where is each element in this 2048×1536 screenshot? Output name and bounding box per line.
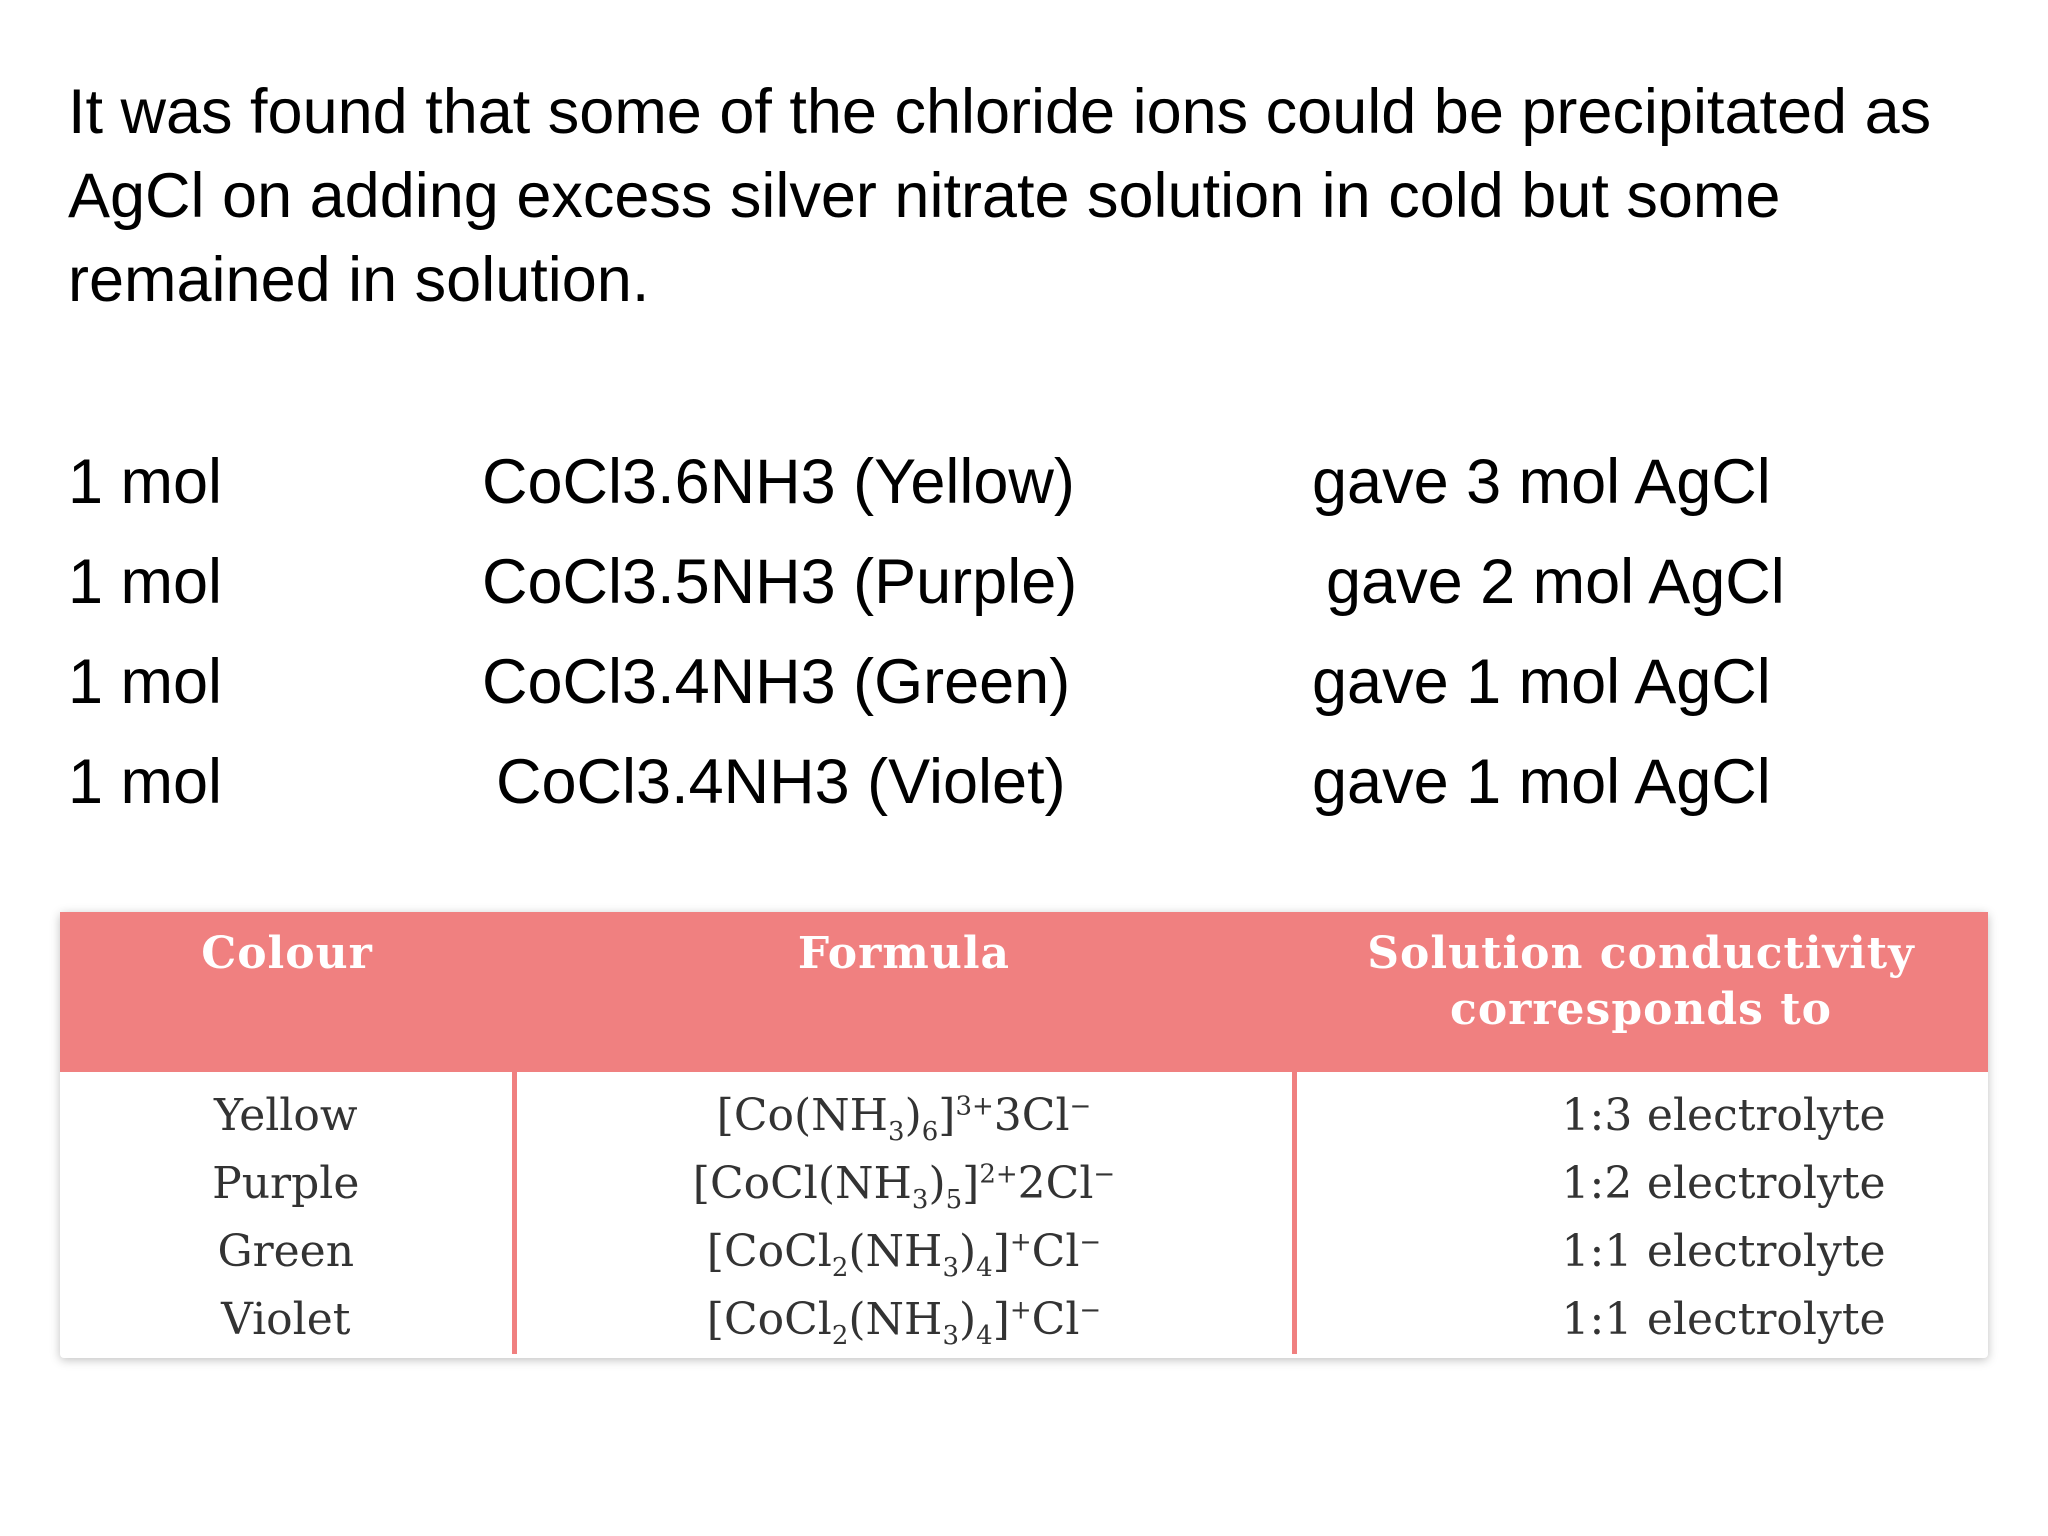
fact-row bbox=[68, 632, 1968, 732]
fact-result: gave 1 mol AgCl bbox=[1312, 747, 1771, 817]
table-row bbox=[60, 1072, 1988, 1150]
fact-compound: CoCl3.5NH3 (Purple) bbox=[482, 547, 1078, 617]
table-row bbox=[60, 1286, 1988, 1354]
fact-result: gave 2 mol AgCl bbox=[1326, 547, 1785, 617]
header-formula: Formula bbox=[514, 912, 1294, 1072]
header-conductivity: Solution conductivity corresponds to bbox=[1294, 912, 1988, 1072]
cell-conductivity bbox=[1294, 1286, 1988, 1354]
fact-amount: 1 mol bbox=[68, 447, 223, 517]
fact-row bbox=[68, 432, 1968, 532]
intro-paragraph: It was found that some of the chloride ions could be precipitated as AgCl on adding excess silver nitrate solution in cold but some remained in solution. bbox=[68, 77, 1932, 315]
cell-formula: $[CoCl_2(NH_3)_4]^+Cl^-$ bbox=[514, 1286, 1294, 1354]
fact-compound: CoCl3.6NH3 (Yellow) bbox=[482, 447, 1075, 517]
fact-compound: CoCl3.4NH3 (Violet) bbox=[496, 747, 1066, 817]
table-row bbox=[60, 1150, 1988, 1218]
fact-amount: 1 mol bbox=[68, 647, 223, 717]
cell-formula: $[CoCl(NH_3)_5]^{2+}2Cl^-$ bbox=[514, 1150, 1294, 1218]
fact-result: gave 3 mol AgCl bbox=[1312, 447, 1771, 517]
fact-amount: 1 mol bbox=[68, 547, 223, 617]
electrolyte-type: electrolyte bbox=[1646, 1294, 1886, 1345]
complex-table-card bbox=[60, 912, 1988, 1358]
electrolyte-ratio: 1:1 bbox=[1561, 1226, 1633, 1277]
cell-colour: Green bbox=[217, 1226, 355, 1277]
cell-formula: $[Co(NH_3)_6]^{3+}3Cl^-$ bbox=[514, 1072, 1294, 1150]
cell-colour: Purple bbox=[212, 1158, 360, 1209]
electrolyte-ratio: 1:2 bbox=[1561, 1158, 1633, 1209]
fact-row bbox=[68, 732, 1968, 832]
cell-colour: Yellow bbox=[213, 1090, 358, 1141]
electrolyte-ratio: 1:3 bbox=[1561, 1090, 1633, 1141]
fact-amount: 1 mol bbox=[68, 747, 223, 817]
fact-compound: CoCl3.4NH3 (Green) bbox=[482, 647, 1071, 717]
header-colour: Colour bbox=[60, 912, 514, 1072]
cell-colour: Violet bbox=[221, 1294, 351, 1345]
table-header-row bbox=[60, 912, 1988, 1072]
table-row bbox=[60, 1218, 1988, 1286]
cell-formula: $[CoCl_2(NH_3)_4]^+Cl^-$ bbox=[514, 1218, 1294, 1286]
fact-result: gave 1 mol AgCl bbox=[1312, 647, 1771, 717]
electrolyte-ratio: 1:1 bbox=[1561, 1294, 1633, 1345]
cell-conductivity bbox=[1294, 1072, 1988, 1150]
fact-row bbox=[68, 532, 1968, 632]
electrolyte-type: electrolyte bbox=[1646, 1158, 1886, 1209]
electrolyte-type: electrolyte bbox=[1646, 1090, 1886, 1141]
cell-conductivity bbox=[1294, 1218, 1988, 1286]
cell-conductivity bbox=[1294, 1150, 1988, 1218]
precipitation-facts bbox=[68, 432, 1968, 832]
electrolyte-type: electrolyte bbox=[1646, 1226, 1886, 1277]
complex-table bbox=[60, 912, 1988, 1354]
